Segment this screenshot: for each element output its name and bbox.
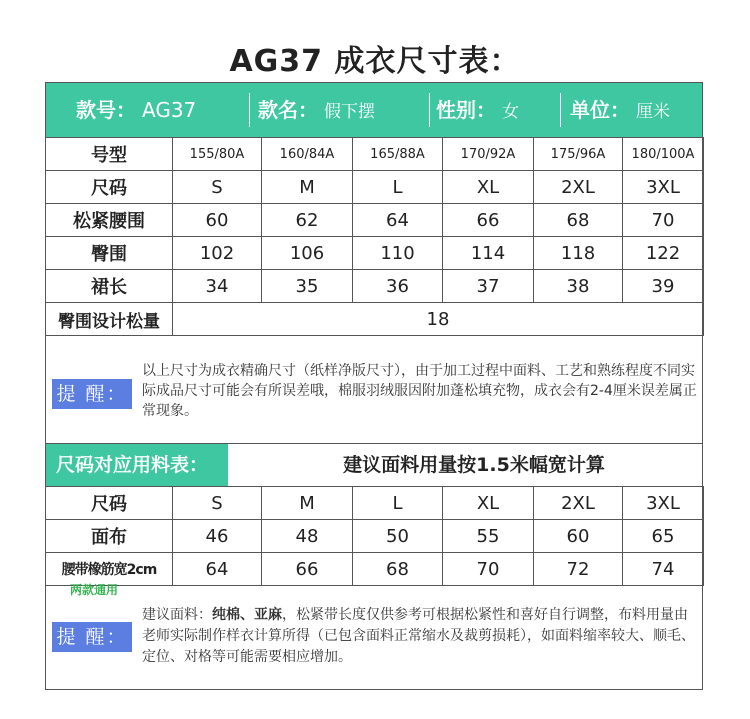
table-cell: 106	[262, 237, 353, 270]
gender-label: 性别：	[436, 98, 496, 122]
applicability-note: 两款通用	[70, 583, 119, 597]
style-name-field	[258, 83, 375, 137]
table-row	[46, 303, 704, 336]
fabric-section-tag: 尺码对应用料表：	[46, 444, 228, 486]
reminder-text-fabrics: 纯棉、亚麻	[212, 607, 282, 623]
table-cell: S	[173, 171, 262, 204]
table-cell: 48	[262, 520, 353, 553]
table-row	[46, 237, 704, 270]
fabric-section-note: 建议面料用量按1.5米幅宽计算	[343, 454, 605, 476]
table-cell: 66	[443, 204, 534, 237]
table-cell: 155/80A	[173, 138, 262, 171]
table-row	[46, 520, 704, 553]
table-row	[46, 553, 704, 586]
table-cell: 165/88A	[353, 138, 443, 171]
row-label: 臀围	[46, 237, 173, 270]
table-cell: 36	[353, 270, 443, 303]
reminder-badge: 提 醒：	[52, 379, 132, 409]
table-row	[46, 270, 704, 303]
row-label: 面布	[46, 520, 173, 553]
table-cell: 46	[173, 520, 262, 553]
style-no-label: 款号：	[76, 98, 136, 122]
table-cell: 60	[173, 204, 262, 237]
row-label: 腰带橡筋宽2cm	[46, 553, 173, 586]
table-cell: 3XL	[623, 487, 704, 520]
table-cell: 62	[262, 204, 353, 237]
reminder-text-rest: ，松紧带长度仅供参考可根据松紧性和喜好自行调整，布料用量由老师实际制作样衣计算所得（已包含面料正常缩水及裁剪损耗），如面料缩率较大、顺毛、定位、对格等可能需要相应增加。	[142, 607, 695, 665]
table-cell: 60	[534, 520, 623, 553]
table-cell: 68	[353, 553, 443, 586]
table-row	[46, 204, 704, 237]
table-cell: 114	[443, 237, 534, 270]
unit-value: 厘米	[636, 102, 670, 122]
table-cell: 50	[353, 520, 443, 553]
unit-label: 单位：	[570, 98, 630, 122]
reminder-text	[142, 605, 698, 668]
table-cell: 66	[262, 553, 353, 586]
reminder-box-2	[46, 600, 702, 688]
table-cell: 64	[173, 553, 262, 586]
table-cell: 118	[534, 237, 623, 270]
table-cell: 38	[534, 270, 623, 303]
table-row	[46, 487, 704, 520]
table-cell: 70	[443, 553, 534, 586]
table-cell: 3XL	[623, 171, 704, 204]
row-label: 尺码	[46, 487, 173, 520]
table-cell: 37	[443, 270, 534, 303]
row-label: 裙长	[46, 270, 173, 303]
table-cell: XL	[443, 171, 534, 204]
table-row	[46, 138, 704, 171]
table-cell: 74	[623, 553, 704, 586]
row-label: 尺码	[46, 171, 173, 204]
table-cell: L	[353, 171, 443, 204]
table-cell: 65	[623, 520, 704, 553]
reminder-box	[46, 355, 702, 443]
table-cell: M	[262, 487, 353, 520]
style-name-value: 假下摆	[324, 102, 375, 122]
page-title: AG37 成衣尺寸表：	[229, 44, 521, 79]
reminder-text-prefix: 建议面料：	[142, 607, 212, 623]
gender-field	[436, 83, 519, 137]
table-cell: 160/84A	[262, 138, 353, 171]
size-table	[45, 137, 704, 336]
table-cell: 2XL	[534, 487, 623, 520]
table-cell: 64	[353, 204, 443, 237]
table-cell: 55	[443, 520, 534, 553]
style-no-field	[76, 83, 196, 137]
reminder-badge: 提 醒：	[52, 622, 132, 652]
unit-field	[570, 83, 670, 137]
table-cell: M	[262, 171, 353, 204]
table-cell: 72	[534, 553, 623, 586]
table-cell: 68	[534, 204, 623, 237]
fabric-table	[45, 486, 704, 586]
table-cell: 39	[623, 270, 704, 303]
row-label: 臀围设计松量	[46, 303, 173, 336]
table-cell: 35	[262, 270, 353, 303]
header-divider	[429, 93, 430, 127]
info-header	[46, 83, 702, 137]
table-cell: XL	[443, 487, 534, 520]
table-cell: 34	[173, 270, 262, 303]
table-cell: 175/96A	[534, 138, 623, 171]
table-cell: 102	[173, 237, 262, 270]
table-cell: 122	[623, 237, 704, 270]
table-cell: 2XL	[534, 171, 623, 204]
table-cell: 70	[623, 204, 704, 237]
header-divider	[560, 93, 561, 127]
row-label: 号型	[46, 138, 173, 171]
header-divider	[249, 93, 250, 127]
ease-value: 18	[173, 303, 704, 336]
style-no-value: AG37	[142, 98, 197, 122]
table-row	[46, 171, 704, 204]
fabric-section-header	[46, 444, 702, 487]
table-cell: 180/100A	[623, 138, 704, 171]
reminder-text: 以上尺寸为成衣精确尺寸（纸样净版尺寸），由于加工过程中面料、工艺和熟练程度不同实际成品尺寸可能会有所误差哦，棉服羽绒服因附加蓬松填充物，成衣会有2-4厘米误差属正常现象。	[142, 363, 697, 419]
row-label: 松紧腰围	[46, 204, 173, 237]
table-cell: S	[173, 487, 262, 520]
style-name-label: 款名：	[258, 98, 318, 122]
table-cell: L	[353, 487, 443, 520]
table-cell: 110	[353, 237, 443, 270]
gender-value: 女	[502, 102, 519, 122]
table-cell: 170/92A	[443, 138, 534, 171]
